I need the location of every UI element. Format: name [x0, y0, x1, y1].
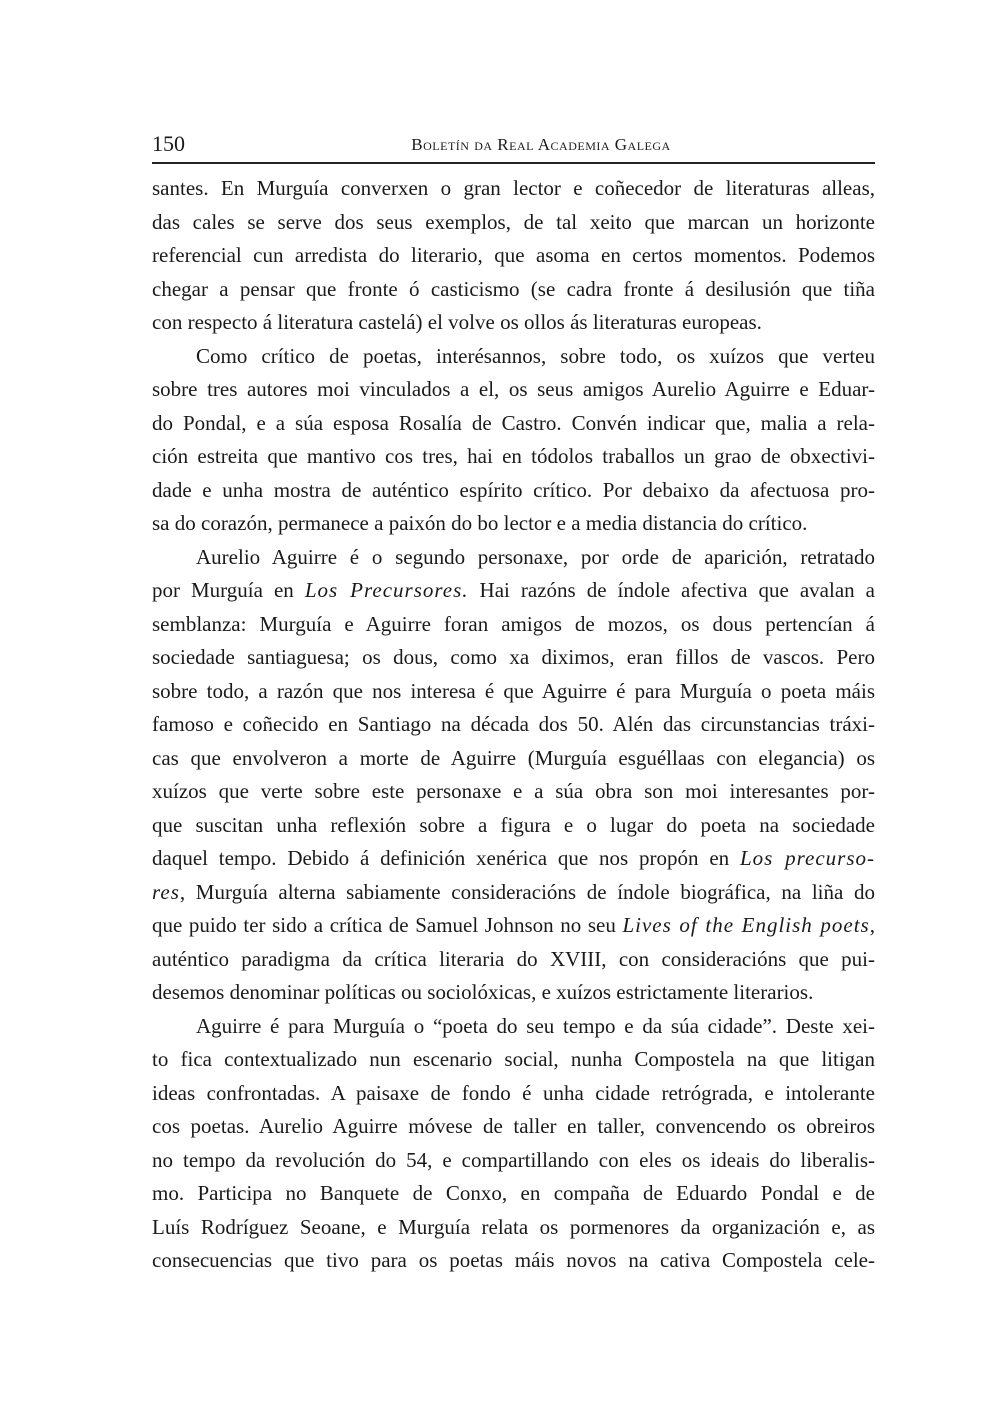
text-line — [152, 407, 875, 441]
text-line — [152, 474, 875, 508]
text-line — [152, 976, 875, 1010]
text-segment: sobre todo, a razón que nos interesa é que Aguirre é para Murguía o poeta máis — [152, 678, 875, 703]
text-segment: consecuencias que tivo para os poetas máis novos na cativa Compostela cele- — [152, 1248, 875, 1272]
text-segment: referencial cun arredista do literario, que asoma en certos momentos. Podemos — [152, 243, 875, 267]
text-segment: con respecto á literatura castelá) el volve os ollos ás literaturas europeas. — [152, 310, 762, 334]
text-line — [152, 1144, 875, 1178]
text-line — [152, 943, 875, 977]
text-line — [152, 641, 875, 675]
text-segment: mo. Participa no Banquete de Conxo, en compaña de Eduardo Pondal e de — [152, 1181, 875, 1205]
text-segment: , — [869, 913, 875, 937]
text-segment: desemos denominar políticas ou sociolóxicas, e xuízos estrictamente literarios. — [152, 980, 814, 1004]
text-line — [152, 1043, 875, 1077]
text-line — [152, 239, 875, 273]
text-line — [152, 273, 875, 307]
text-segment: ideas confrontadas. A paisaxe de fondo é unha cidade retrógrada, e intolerante — [152, 1080, 875, 1105]
text-segment: Luís Rodríguez Seoane, e Murguía relata os pormenores da organización e, as — [152, 1214, 875, 1239]
text-line — [152, 1211, 875, 1245]
italic-title: Lives of the English poets — [622, 913, 870, 937]
text-segment: dade e unha mostra de auténtico espírito crítico. Por debaixo da afectuosa pro- — [152, 477, 875, 502]
italic-title: Los Precursores. — [304, 578, 469, 602]
text-segment: to fica contextualizado nun escenario social, nunha Compostela na que litigan — [152, 1047, 875, 1071]
text-line — [152, 775, 875, 809]
text-segment: , Murguía alterna sabiamente consideracións de índole biográfica, na liña do — [179, 879, 875, 904]
text-line — [152, 172, 875, 206]
text-segment: Como crítico de poetas, interésannos, sobre todo, os xuízos que verteu — [196, 343, 875, 368]
text-segment: ción estreita que mantivo cos tres, hai en tódolos traballos un grao de obxectivi- — [152, 444, 875, 468]
text-line — [152, 842, 875, 876]
text-line — [152, 1244, 875, 1278]
text-segment: que suscitan unha reflexión sobre a figura e o lugar do poeta na sociedade — [152, 812, 875, 837]
text-line — [152, 708, 875, 742]
text-segment: que puido ter sido a crítica de Samuel Johnson no seu — [152, 913, 623, 937]
text-line — [152, 1010, 875, 1044]
text-line — [152, 507, 875, 541]
text-line — [152, 608, 875, 642]
italic-title: res — [152, 879, 180, 904]
body-text — [152, 172, 875, 1278]
running-title: Boletín da Real Academia Galega — [411, 135, 671, 154]
page-header — [152, 131, 875, 161]
text-segment: famoso e coñecido en Santiago na década dos 50. Alén das circunstancias tráxi- — [152, 712, 875, 736]
text-segment: Aurelio Aguirre é o segundo personaxe, por orde de aparición, retratado — [196, 544, 875, 569]
text-segment: sobre tres autores moi vinculados a el, os seus amigos Aurelio Aguirre e Eduar- — [152, 377, 875, 401]
text-segment: chegar a pensar que fronte ó casticismo (se cadra fronte á desilusión que tiña — [152, 276, 875, 301]
text-segment: sociedade santiaguesa; os dous, como xa diximos, eran fillos de vascos. Pero — [152, 645, 875, 669]
page-number: 150 — [152, 131, 185, 156]
text-line — [152, 206, 875, 240]
text-segment: daquel tempo. Debido á definición xenérica que nos propón en — [152, 846, 740, 870]
text-segment: no tempo da revolución do 54, e compartillando con eles os ideais do liberalis- — [152, 1147, 875, 1172]
text-line — [152, 440, 875, 474]
text-segment: cas que envolveron a morte de Aguirre (Murguía esguéllaas con elegancia) os — [152, 745, 875, 770]
text-line — [152, 373, 875, 407]
text-line — [152, 909, 875, 943]
text-line — [152, 340, 875, 374]
text-segment: sa do corazón, permanece a paixón do bo lector e a media distancia do crítico. — [152, 511, 808, 535]
header-rule — [152, 162, 875, 164]
text-segment: do Pondal, e a súa esposa Rosalía de Castro. Convén indicar que, malia a rela- — [152, 410, 875, 435]
text-line — [152, 1077, 875, 1111]
text-line — [152, 1110, 875, 1144]
text-segment: auténtico paradigma da crítica literaria do XVIII, con consideracións que pui- — [152, 946, 875, 971]
text-segment: por Murguía en — [152, 578, 305, 602]
text-line — [152, 1177, 875, 1211]
text-line — [152, 742, 875, 776]
text-segment: Aguirre é para Murguía o “poeta do seu tempo e da súa cidade”. Deste xei- — [196, 1013, 875, 1038]
text-line — [152, 809, 875, 843]
text-line — [152, 574, 875, 608]
text-line — [152, 675, 875, 709]
text-segment: das cales se serve dos seus exemplos, de tal xeito que marcan un horizonte — [152, 209, 875, 234]
text-segment: santes. En Murguía converxen o gran lector e coñecedor de literaturas alleas, — [152, 176, 875, 200]
text-segment: semblanza: Murguía e Aguirre foran amigos de mozos, os dous pertencían á — [152, 611, 875, 636]
text-segment: xuízos que verte sobre este personaxe e a súa obra son moi interesantes por- — [152, 779, 875, 803]
text-line — [152, 541, 875, 575]
text-segment: Hai razóns de índole afectiva que avalan a — [468, 578, 875, 602]
text-segment: cos poetas. Aurelio Aguirre móvese de taller en taller, convencendo os obreiros — [152, 1114, 875, 1138]
text-line — [152, 876, 875, 910]
italic-title: Los precurso- — [739, 846, 875, 870]
text-line — [152, 306, 875, 340]
